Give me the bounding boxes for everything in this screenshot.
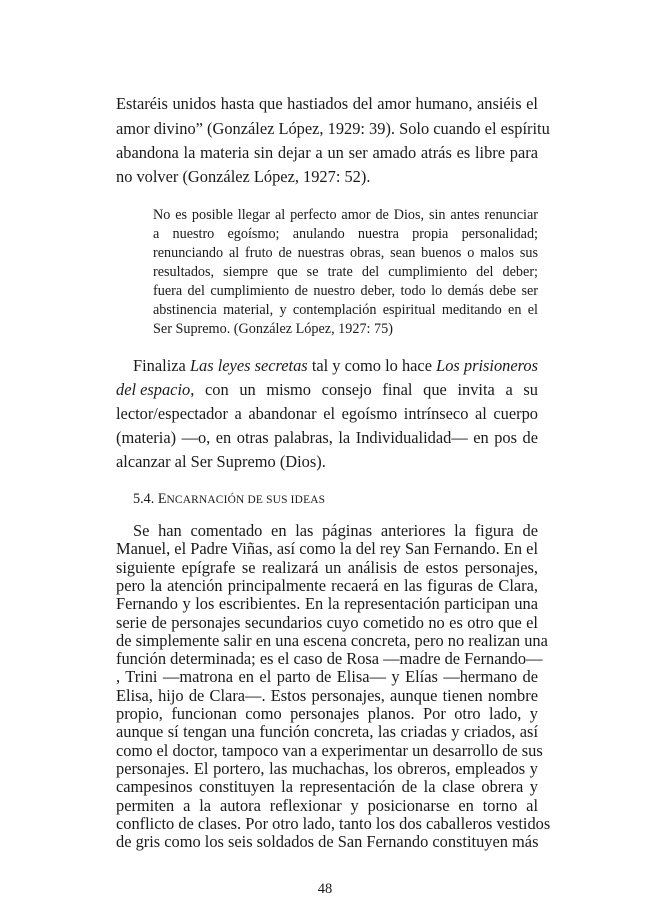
text-run: Finaliza xyxy=(133,356,190,375)
quote-line: Ser Supremo. (González López, 1927: 75) xyxy=(153,321,393,337)
text-line: serie de personajes secundarios cuyo cometido no es otro que el xyxy=(116,612,538,632)
heading-initial: E xyxy=(157,491,167,507)
text-line: Estaréis unidos hasta que hastiados del amor humano, ansiéis el xyxy=(116,94,538,113)
text-line: siguiente epígrafe se realizará un análisis de estos personajes, xyxy=(116,557,538,577)
text-line: Se han comentado en las páginas anteriores la figura de xyxy=(133,521,538,540)
quote-line: a nuestro egoísmo; anulando nuestra propia personalidad; xyxy=(153,226,538,242)
quote-line: resultados, siempre que se trate del cumplimiento del deber; xyxy=(153,264,538,280)
page-number: 48 xyxy=(317,881,333,897)
text-line: abandona la materia sin dejar a un ser amado atrás es libre para xyxy=(116,143,538,162)
work-title: Los prisioneros xyxy=(436,356,538,375)
text-line: amor divino” (González López, 1929: 39). Solo cuando el espíritu xyxy=(116,119,550,138)
text-line: , Trini —matrona en el parto de Elisa— y Elías —hermano de xyxy=(116,667,538,687)
text-line: aunque sí tengan una función concreta, las criadas y criados, así xyxy=(116,722,538,742)
section-number: 5.4. xyxy=(133,491,158,507)
text-line: permiten a la autora reflexionar y posicionarse en torno al xyxy=(116,795,538,815)
text-line: lector/espectador a abandonar el egoísmo intrínseco al cuerpo xyxy=(116,404,538,423)
text-line: Elisa, hijo de Clara—. Estos personajes, aunque tienen nombre xyxy=(116,685,538,705)
text-line: función determinada; es el caso de Rosa —madre de Fernando— xyxy=(116,649,543,669)
quote-line: fuera del cumplimiento de nuestro deber, todo lo demás debe ser xyxy=(153,283,538,299)
text-line xyxy=(116,380,538,400)
text-line: Fernando y los escribientes. En la representación participan una xyxy=(116,594,538,614)
text-line xyxy=(133,356,538,376)
quote-line: renunciando al fruto de nuestras obras, sean buenos o malos sus xyxy=(153,245,538,261)
text-line: campesinos constituyen la representación de la clase obrera y xyxy=(116,777,538,797)
work-title: Las leyes secretas xyxy=(189,356,308,375)
text-line: de simplemente salir en una escena concreta, pero no realizan una xyxy=(116,630,548,650)
section-heading xyxy=(133,490,325,509)
text-line: de gris como los seis soldados de San Fernando constituyen más xyxy=(116,832,539,852)
text-line: no volver (González López, 1927: 52). xyxy=(116,167,371,186)
text-line: pero la atención principalmente recaerá en las figuras de Clara, xyxy=(116,575,538,595)
quote-line: abstinencia material, y contemplación espiritual meditando en el xyxy=(153,302,538,318)
heading-text: NCARNACIÓN DE SUS IDEAS xyxy=(166,494,326,506)
text-line: conflicto de clases. Por otro lado, tanto los dos caballeros vestidos xyxy=(116,813,551,833)
work-title: del espacio xyxy=(116,380,191,399)
text-run: , con un mismo consejo final que invita a su xyxy=(190,380,538,399)
text-line: alcanzar al Ser Supremo (Dios). xyxy=(116,452,326,471)
quote-line: No es posible llegar al perfecto amor de Dios, sin antes renunciar xyxy=(153,207,538,223)
text-line: Manuel, el Padre Viñas, así como la del rey San Fernando. En el xyxy=(116,539,538,559)
text-line: como el doctor, tampoco van a experimentar un desarrollo de sus xyxy=(116,740,543,760)
text-line: personajes. El portero, las muchachas, los obreros, empleados y xyxy=(116,758,538,778)
text-run: tal y como lo hace xyxy=(307,356,437,375)
text-line: propio, funcionan como personajes planos. Por otro lado, y xyxy=(116,704,538,723)
text-line: (materia) —o, en otras palabras, la Individualidad— en pos de xyxy=(116,428,538,447)
